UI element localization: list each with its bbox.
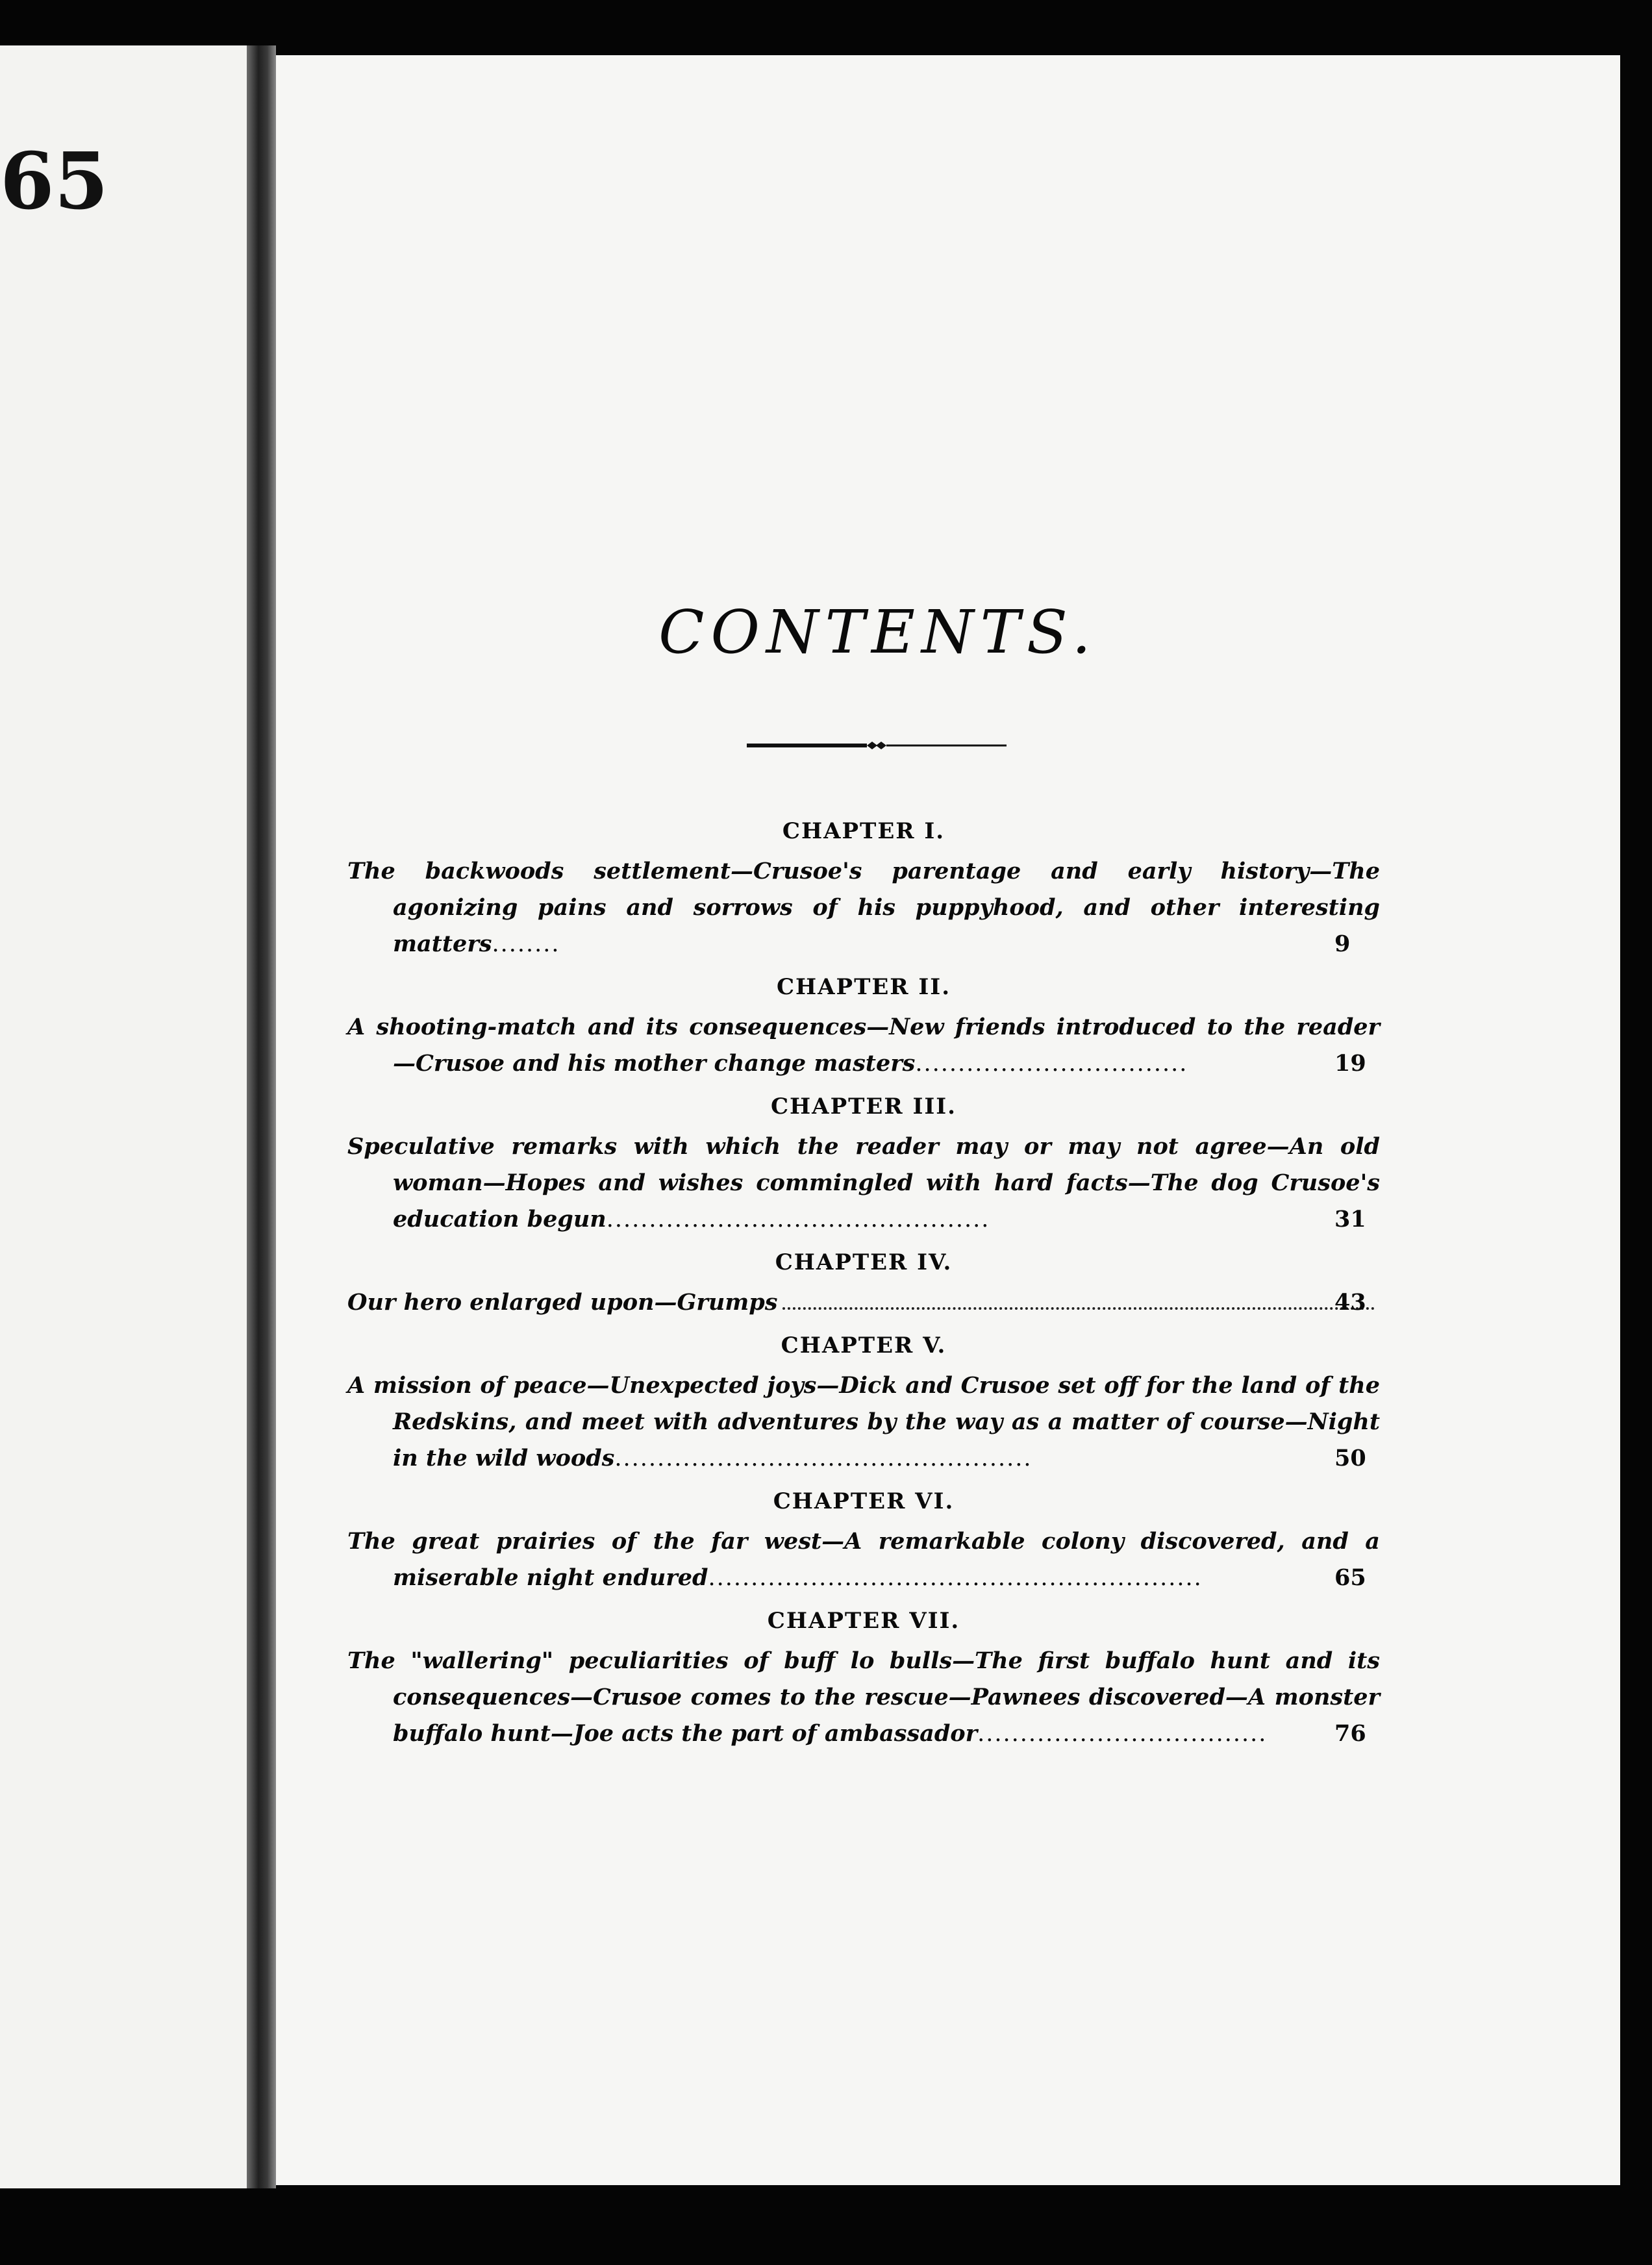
page-title: CONTENTS.: [658, 597, 1097, 667]
dot-leader: .............................................: [606, 1207, 990, 1233]
chapter-summary: Our hero enlarged upon—Grumps 43: [347, 1284, 1380, 1321]
dot-leader: ................................: [915, 1051, 1188, 1077]
chapter-summary-text: The backwoods settlement—Crusoe's parentage and early history—The agonizing pains and sorrows of his puppyhood, and other interesting matters: [347, 858, 1380, 957]
chapter-summary: A mission of peace—Unexpected joys—Dick and Crusoe set off for the land of the Redskins, and meet with adventures by the way as a matter of course—Night in the wild woods................................................. 50: [347, 1372, 1380, 1471]
dot-leader: ..........................................................: [708, 1565, 1203, 1591]
chapter-heading: CHAPTER V.: [781, 1333, 947, 1358]
chapter-summary-text: A mission of peace—Unexpected joys—Dick and Crusoe set off for the land of the Redskins, and meet with adventures by the way as a matter of course—Night in the wild woods: [347, 1372, 1380, 1471]
chapter-heading: CHAPTER I.: [782, 818, 945, 844]
chapter-heading: CHAPTER II.: [776, 974, 951, 1000]
dot-leader: [782, 1307, 1375, 1310]
chapter-entry: [347, 1608, 1380, 1752]
chapter-summary: The "wallering" peculiarities of buff lo bulls—The first buffalo hunt and its consequences—Crusoe comes to the rescue—Pawnees discovered—A monster buffalo hunt—Joe acts the part of ambassador.................................. 76: [347, 1647, 1380, 1747]
chapter-summary: Speculative remarks with which the reader may or may not agree—An old woman—Hopes and wishes commingled with hard facts—The dog Crusoe's education begun............................................. 31: [347, 1133, 1380, 1233]
chapter-summary: The backwoods settlement—Crusoe's parentage and early history—The agonizing pains and sorrows of his puppyhood, and other interesting matters........ 9: [347, 858, 1380, 957]
chapter-summary-text: Our hero enlarged upon—Grumps: [347, 1289, 778, 1316]
chapter-summary-text: The great prairies of the far west—A remarkable colony discovered, and a miserable night endured: [347, 1528, 1380, 1591]
ornament-divider: [747, 739, 1007, 752]
book-gutter: [247, 45, 276, 2188]
chapter-summary-text: The "wallering" peculiarities of buff lo bulls—The first buffalo hunt and its consequences—Crusoe comes to the rescue—Pawnees discovered—A monster buffalo hunt—Joe acts the part of ambassador: [347, 1647, 1380, 1747]
chapter-entry: [347, 1094, 1380, 1238]
chapter-heading: CHAPTER III.: [771, 1094, 957, 1120]
chapter-entry: [347, 1333, 1380, 1477]
chapter-entry: [347, 974, 1380, 1082]
chapter-heading: CHAPTER VI.: [773, 1488, 955, 1514]
chapter-summary-text: A shooting-match and its consequences—New friends introduced to the reader —Crusoe and his mother change masters: [347, 1014, 1380, 1077]
dot-leader: .................................................: [614, 1445, 1032, 1471]
contents-list: [347, 818, 1380, 1764]
chapter-summary: The great prairies of the far west—A remarkable colony discovered, and a miserable night endured.......................................................... 65: [347, 1528, 1380, 1591]
chapter-summary: A shooting-match and its consequences—New friends introduced to the reader —Crusoe and his mother change masters................................ 19: [347, 1014, 1380, 1077]
dot-leader: ..................................: [977, 1721, 1268, 1747]
chapter-heading: CHAPTER IV.: [775, 1249, 953, 1275]
chapter-entry: [347, 818, 1380, 962]
dot-leader: ........: [492, 931, 560, 957]
left-page-number: 65: [0, 136, 108, 227]
chapter-summary-text: Speculative remarks with which the reader may or may not agree—An old woman—Hopes and wishes commingled with hard facts—The dog Crusoe's education begun: [347, 1133, 1380, 1233]
left-page: [0, 45, 247, 2188]
chapter-heading: CHAPTER VII.: [767, 1608, 960, 1634]
chapter-entry: [347, 1249, 1380, 1321]
chapter-entry: [347, 1488, 1380, 1596]
